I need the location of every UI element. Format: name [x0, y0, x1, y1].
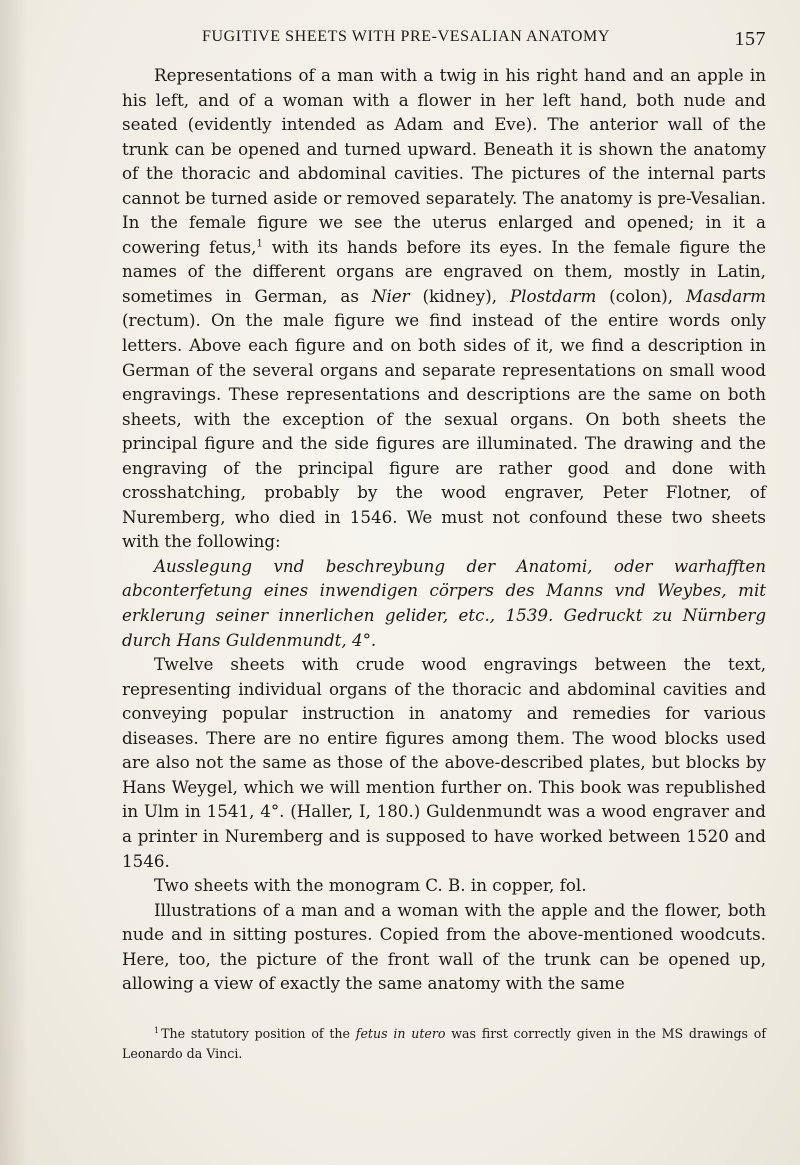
term-nier: Nier	[371, 285, 410, 306]
term-plostdarm: Plostdarm	[509, 285, 597, 306]
running-head	[120, 28, 770, 54]
footnote-reference: 1	[256, 238, 263, 250]
paragraph-twelve-sheets: Twelve sheets with crude wood engravings between the text, representing individual organs of the thoracic and abdominal cavities and conveying popular instruction in anatomy and remedies for various diseases. There are no entire figures among them. The wood blocks used are also not the same as those of the above-described plates, but blocks by Hans Weygel, which we will mention further on. This book was republished in Ulm in 1541, 4°. (Haller, I, 180.) Guldenmundt was a wood engraver and a printer in Nuremberg and is supposed to have worked between 1520 and 1546.	[122, 654, 766, 871]
footnote-text: was first correctly given in the MS drawings of Leonardo da Vinci.	[122, 1026, 766, 1061]
paragraph-text: (kidney),	[409, 285, 510, 306]
page-number: 157	[734, 28, 766, 50]
running-title: FUGITIVE SHEETS WITH PRE-VESALIAN ANATOMY	[202, 28, 610, 45]
term-fetus-in-utero: fetus in utero	[355, 1026, 446, 1041]
paragraph-text: Representations of a man with a twig in his right hand and an apple in his left, and of a woman with a flower in her left hand, both nude and seated (evidently intended as Adam and Eve). The anterior wall of the trunk can be opened and turned upward. Beneath it is shown the anatomy of the thoracic and abdominal cavities. The pictures of the internal parts cannot be turned aside or removed separately. The anatomy is pre-Vesalian. In the female figure we see the uterus enlarged and opened; in it a cowering fetus,	[122, 65, 766, 257]
body-text	[122, 63, 766, 996]
footnotes	[122, 1024, 766, 1064]
gutter-shadow	[0, 0, 28, 1165]
paragraph-two-sheets: Two sheets with the monogram C. B. in copper, fol.	[154, 875, 587, 896]
paragraph-text: (colon),	[596, 285, 686, 306]
paragraph-text: (rectum). On the male figure we find instead of the entire words only letters. Above each figure and on both sides of it, we find a description in German of the several organs and separate representations on small wood engravings. These representations and descriptions are the same on both sheets, with the exception of the sexual organs. On both sheets the principal figure and the side figures are illuminated. The drawing and the engraving of the principal figure are rather good and done with crosshatching, probably by the wood engraver, Peter Flotner, of Nuremberg, who died in 1546. We must not confound these two sheets with the following:	[122, 310, 766, 552]
footnote-text: The statutory position of the	[161, 1026, 356, 1041]
term-masdarm: Masdarm	[685, 285, 766, 306]
footnote-number: 1	[154, 1025, 160, 1035]
paragraph-representations	[122, 63, 766, 554]
paragraph-text: with its hands before its eyes. In the female figure the names of the different organs are engraved on them, mostly in Latin, sometimes in German, as	[122, 236, 766, 306]
footnote	[122, 1024, 766, 1064]
book-citation: Ausslegung vnd beschreybung der Anatomi, oder warhafften abconterfetung eines inwendigen cörpers des Manns vnd Weybes, mit erklerung seiner innerlichen gelider, etc., 1539. Gedruckt zu Nürnberg durch Hans Guldenmundt, 4°.	[122, 555, 766, 650]
paragraph-illustrations: Illustrations of a man and a woman with the apple and the flower, both nude and in sitting postures. Copied from the above-mentioned woodcuts. Here, too, the picture of the front wall of the trunk can be opened up, allowing a view of exactly the same anatomy with the same	[122, 899, 766, 994]
